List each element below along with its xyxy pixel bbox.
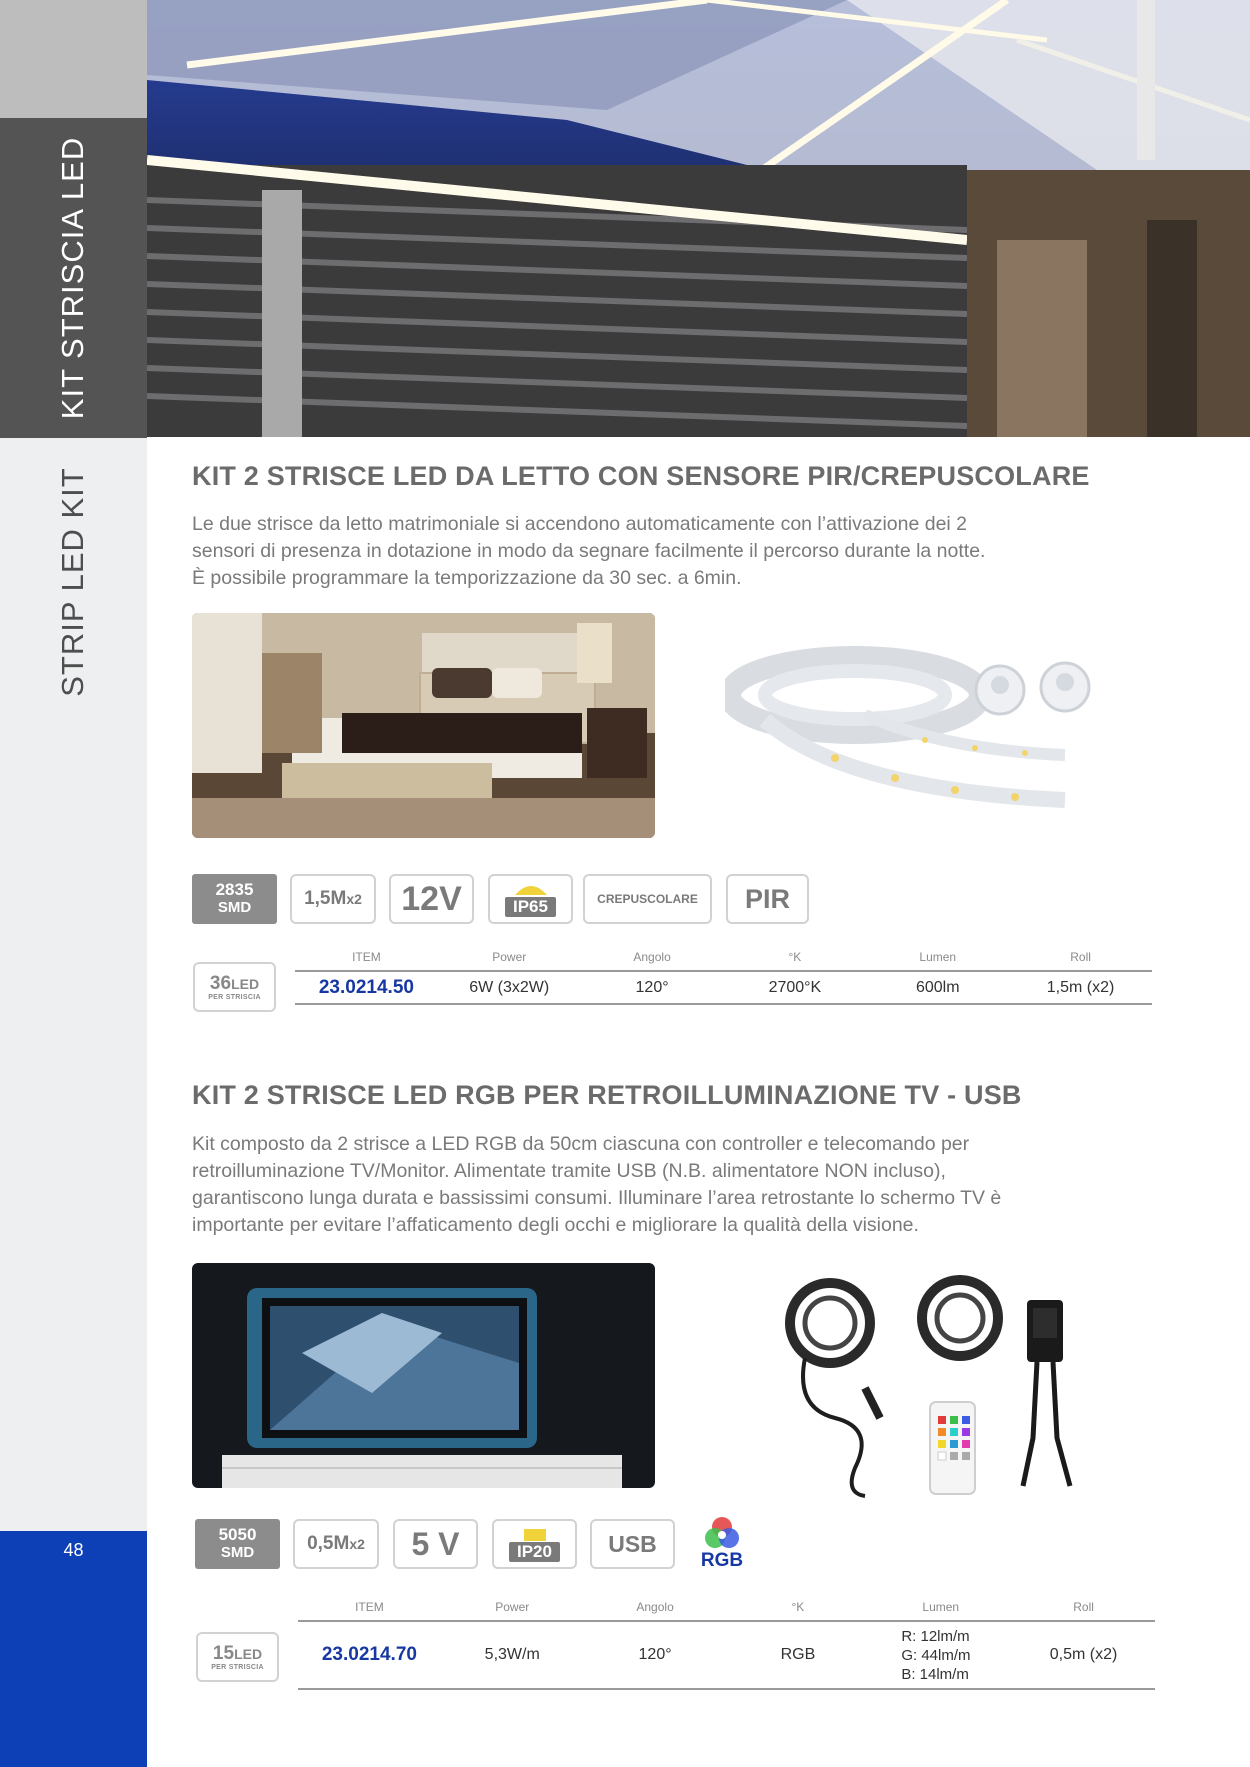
- ip-rating-badge: [488, 874, 573, 924]
- spec-table-1: [295, 950, 1152, 1005]
- spec-table-header: [295, 950, 1152, 972]
- hero-image-umbrella-led: [147, 0, 1250, 437]
- section2-description-line: garantiscono lunga durata e bassissimi consumi. Illuminare l’area retrostante lo schermo TV è: [192, 1187, 1002, 1209]
- header-item: ITEM: [352, 950, 381, 964]
- led-count-number: 15: [212, 1642, 235, 1664]
- section1-description-line: Le due strisce da letto matrimoniale si accendono automaticamente con l’attivazione dei 2: [192, 513, 968, 535]
- led-count-badge: [196, 1632, 279, 1682]
- smd-type: 2835: [215, 880, 254, 899]
- led-count-unit: LED: [234, 1645, 263, 1662]
- lumen-blue: B: 14lm/m: [901, 1665, 969, 1683]
- length-value: 1,5M: [304, 888, 347, 909]
- smd-label: SMD: [217, 899, 252, 916]
- length-badge: [293, 1519, 379, 1569]
- voltage-badge: 12V: [389, 874, 474, 924]
- spec-table-2: [298, 1600, 1155, 1690]
- smd-label: SMD: [220, 1544, 255, 1561]
- section2-description: [192, 1131, 1162, 1239]
- page-number: 48: [63, 1540, 84, 1560]
- twilight-sensor-badge: CREPUSCOLARE: [583, 874, 712, 924]
- table-row: [298, 1622, 1155, 1690]
- section2-title: KIT 2 STRISCE LED RGB PER RETROILLUMINAZIONE TV - USB: [192, 1080, 1022, 1110]
- section2-description-line: retroilluminazione TV/Monitor. Alimentate tramite USB (N.B. alimentatore NON incluso),: [192, 1160, 946, 1182]
- lumen-red: R: 12lm/m: [901, 1627, 970, 1645]
- section2-description-line: importante per evitare l’affaticamento degli occhi e migliorare la qualità della visione.: [192, 1214, 919, 1236]
- ip-rating-badge: [492, 1519, 577, 1569]
- header-kelvin: °K: [791, 1600, 805, 1614]
- length-value: 0,5M: [307, 1533, 350, 1554]
- smd-badge: [195, 1519, 280, 1569]
- led-count-badge: [193, 962, 276, 1012]
- power-value: 5,3W/m: [484, 1646, 540, 1663]
- led-count-caption: PER STRISCIA: [211, 1663, 264, 1671]
- bedroom-photo: [192, 613, 655, 838]
- tv-backlight-photo: [192, 1263, 655, 1488]
- sidebar: [0, 0, 147, 1767]
- angle-value: 120°: [638, 1646, 672, 1663]
- lumen-values: [869, 1627, 1012, 1684]
- header-power: Power: [495, 1600, 530, 1614]
- header-lumen: Lumen: [919, 950, 957, 964]
- header-power: Power: [492, 950, 527, 964]
- smd-type: 5050: [218, 1525, 257, 1544]
- power-value: 6W (3x2W): [469, 978, 550, 996]
- sidebar-top-block: [0, 0, 147, 118]
- kelvin-value: 2700°K: [768, 978, 822, 996]
- spec-table-header: [298, 1600, 1155, 1622]
- voltage-badge: 5 V: [393, 1519, 478, 1569]
- led-count-caption: PER STRISCIA: [208, 993, 261, 1001]
- rgb-label: RGB: [700, 1550, 744, 1571]
- smd-badge: [192, 874, 277, 924]
- ip-rating: IP65: [505, 897, 556, 917]
- pir-sensor-badge: PIR: [726, 874, 809, 924]
- kelvin-value: RGB: [780, 1646, 816, 1663]
- item-code: 23.0214.70: [321, 1644, 417, 1665]
- section1-description-line: sensori di presenza in dotazione in modo da segnare facilmente il percorso durante la notte.: [192, 540, 986, 562]
- header-angle: Angolo: [636, 1600, 674, 1614]
- roll-value: 1,5m (x2): [1046, 978, 1115, 996]
- section1-description-line: È possibile programmare la temporizzazione da 30 sec. a 6min.: [192, 567, 742, 589]
- section1-title: KIT 2 STRISCE LED DA LETTO CON SENSORE PIR/CREPUSCOLARE: [192, 461, 1090, 491]
- roll-value: 0,5m (x2): [1049, 1646, 1118, 1663]
- section-title-italian: KIT STRISCIA LED: [55, 136, 90, 420]
- header-roll: Roll: [1073, 1600, 1094, 1614]
- header-kelvin: °K: [788, 950, 802, 964]
- header-lumen: Lumen: [922, 1600, 960, 1614]
- section2-description-line: Kit composto da 2 strisce a LED RGB da 50cm ciascuna con controller e telecomando per: [192, 1133, 970, 1155]
- header-item: ITEM: [355, 1600, 384, 1614]
- length-multiplier: x2: [346, 891, 362, 907]
- header-angle: Angolo: [633, 950, 671, 964]
- rgb-color-wheel-icon: [702, 1514, 742, 1552]
- length-multiplier: x2: [349, 1536, 365, 1552]
- angle-value: 120°: [635, 978, 669, 996]
- length-badge: [290, 874, 376, 924]
- dust-shield-icon: [516, 1528, 554, 1542]
- water-drop-icon: [512, 883, 550, 897]
- led-count-unit: LED: [231, 975, 260, 992]
- led-count-number: 36: [209, 972, 232, 994]
- lumen-value: 600lm: [915, 978, 960, 996]
- section1-description: [192, 511, 1162, 592]
- rgb-kit-product-image: [765, 1268, 1105, 1507]
- item-code: 23.0214.50: [318, 976, 414, 998]
- usb-badge: USB: [590, 1519, 675, 1569]
- header-roll: Roll: [1070, 950, 1091, 964]
- section-title-english: STRIP LED KIT: [55, 467, 90, 697]
- sidebar-page-block: [0, 1531, 147, 1767]
- rgb-badge: [696, 1514, 748, 1572]
- table-row: [295, 972, 1152, 1005]
- ip-rating: IP20: [509, 1542, 560, 1562]
- led-strip-kit-product-image: [725, 640, 1095, 824]
- lumen-green: G: 44lm/m: [901, 1646, 971, 1664]
